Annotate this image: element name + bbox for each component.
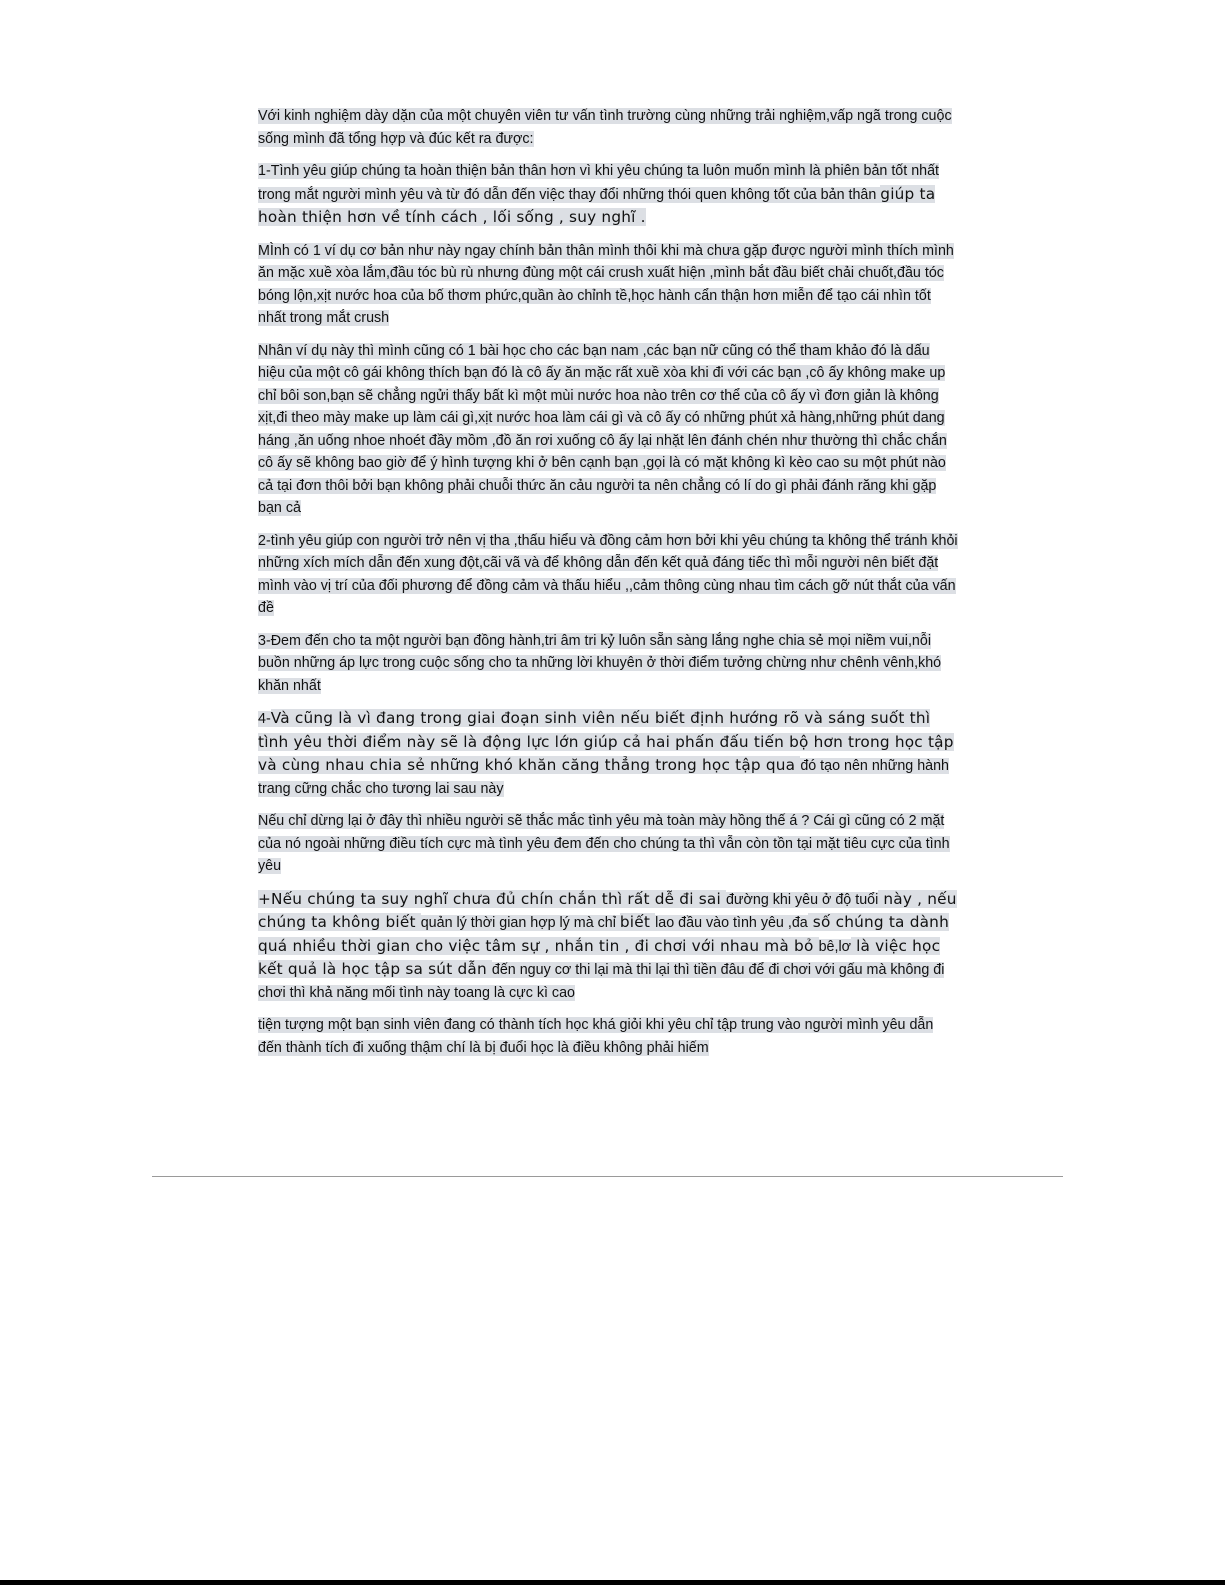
highlighted-text-run: +Nếu chúng ta suy nghĩ chưa đủ chín chắn thì rất dễ đi sai <box>258 889 726 908</box>
paragraph <box>258 1014 958 1059</box>
highlighted-text-run: MÌnh có 1 ví dụ cơ bản như này ngay chính bản thân mình thôi khi mà chưa gặp được người mình thích mình ăn mặc xuề xòa lắm,đầu tóc bù rù nhưng đùng một cái crush xuất hiện ,mình bắt đầu biết chải chuốt,đầu tóc bóng lộn,xịt nước hoa của bố thơm phức,quần ào chỉnh tề,học hành cẩn thận hơn miễn để tạo cái nhìn tốt nhất trong mắt crush <box>258 242 954 326</box>
page-separator <box>152 1176 1063 1177</box>
highlighted-text-run: Và cũng là vì đang trong giai đoạn sinh viên nếu biết định hướng rõ và sáng suốt thì tình yêu thời điểm này sẽ là động lực lớn giúp cả hai phấn đấu tiến bộ hơn trong học tập và cùng nhau chia sẻ những khó khăn căng thẳng trong học tập qua <box>258 709 954 774</box>
paragraph <box>258 530 958 620</box>
paragraph <box>258 340 958 520</box>
highlighted-text-run: 2-tình yêu giúp con người trở nên vị tha ,thấu hiểu và đồng cảm hơn bởi khi yêu chúng ta không thể tránh khỏi những xích mích dẫn đến xung đột,cãi vã và để không dẫn đến kết quả đáng tiếc thì mỗi người nên biết đặt mình vào vị trí của đối phương để đồng cảm và thấu hiểu ,,cảm thông cùng nhau tìm cách gỡ nút thắt của vấn đề <box>258 532 958 616</box>
highlighted-text-run: Nhân ví dụ này thì mình cũng có 1 bài học cho các bạn nam ,các bạn nữ cũng có thể tham khảo đó là dấu hiệu của một cô gái không thích bạn đó là cô ấy ăn mặc rất xuề xòa khi đi với các bạn ,cô ấy không make up chỉ bôi son,bạn sẽ chẳng ngửi thấy bất kì một mùi nước hoa nào trên cơ thể của cô ấy vì đơn giản là không xịt,đi theo mày make up làm cái gì,xịt nước hoa làm cái gì và cô ấy có những phút xả hàng,những phút dang háng ,ăn uống nhoe nhoét đầy mồm ,đồ ăn rơi xuống cô ấy lại nhặt lên đánh chén như thường thì chắc chắn cô ấy sẽ không bao giờ để ý hình tượng khi ở bên cạnh bạn ,gọi là có mặt không kì kèo cao su một phút nào cả tại đơn thôi bởi bạn không phải chuỗi thức ăn cảu người ta nên chẳng có lí do gì phải đánh răng khi gặp bạn cả <box>258 342 947 516</box>
highlighted-text-run: đó tạo nên những hành trang cững chắc cho tương lai sau này <box>258 758 950 797</box>
highlighted-text-run: biết <box>619 913 656 931</box>
highlighted-text-run: này , nếu chúng ta không biết <box>258 889 957 931</box>
highlighted-text-run: tiện tượng một bạn sinh viên đang có thành tích học khá giỏi khi yêu chỉ tập trung vào người mình yêu dẫn đến thành tích đi xuống thậm chí là bị đuổi học là điều không phải hiếm <box>258 1017 934 1056</box>
paragraph <box>258 105 958 150</box>
highlighted-text-run: 4- <box>258 711 271 727</box>
highlighted-text-run: Nếu chỉ dừng lại ở đây thì nhiều người sẽ thắc mắc tình yêu mà toàn mày hồng thế á ? Cái gì cũng có 2 mặt của nó ngoài những điều tích cực mà tình yêu đem đến cho chúng ta thì vẫn còn tồn tại mặt tiêu cực của tình yêu <box>258 813 950 874</box>
highlighted-text-run: bê,lơ <box>818 938 852 955</box>
bottom-edge-bar <box>0 1580 1225 1585</box>
document-body <box>258 105 958 1069</box>
paragraph <box>258 630 958 698</box>
highlighted-text-run: 1-Tình yêu giúp chúng ta hoàn thiện bản thân hơn vì khi yêu chúng ta luôn muốn mình là phiên bản tốt nhất trong mắt người mình yêu và từ đó dẫn đến việc thay đổi những thói quen không tốt của bản thân <box>258 163 940 203</box>
highlighted-text-run: lao đầu vào tình yêu ,đa <box>655 915 808 931</box>
highlighted-text-run: giúp ta hoàn thiện hơn về tính cách , lối sống , suy nghĩ . <box>258 184 936 226</box>
highlighted-text-run: 3-Đem đến cho ta một người bạn đồng hành,tri âm tri kỷ luôn sẵn sàng lắng nghe chia sẻ mọi niềm vui,nỗi buồn những áp lực trong cuộc sống cho ta những lời khuyên ở thời điểm tưởng chừng như chênh vênh,khó khăn nhất <box>258 632 942 694</box>
paragraph <box>258 707 958 800</box>
paragraph <box>258 160 958 230</box>
highlighted-text-run: đến nguy cơ thi lại mà thi lại thì tiền đâu để đi chơi với gấu mà không đi chơi thì khả năng mối tình này toang là cực kì cao <box>258 962 945 1001</box>
highlighted-text-run: số chúng ta dành quá nhiều thời gian cho việc tâm sự , nhắn tin , đi chơi với nhau mà bỏ <box>258 913 949 955</box>
highlighted-text-run: Với kinh nghiệm dày dặn của một chuyên viên tư vấn tình trường cùng những trải nghiệm,vấp ngã trong cuộc sống mình đã tổng hợp và đúc kết ra được: <box>258 108 952 147</box>
paragraph <box>258 810 958 878</box>
paragraph <box>258 888 958 1005</box>
paragraph <box>258 240 958 330</box>
highlighted-text-run: quản lý thời gian hợp lý mà chỉ <box>420 915 620 931</box>
highlighted-text-run: là việc học kết quả là học tập sa sút dẫn <box>258 936 941 978</box>
highlighted-text-run: đường khi yêu ở độ tuổi <box>725 891 879 908</box>
